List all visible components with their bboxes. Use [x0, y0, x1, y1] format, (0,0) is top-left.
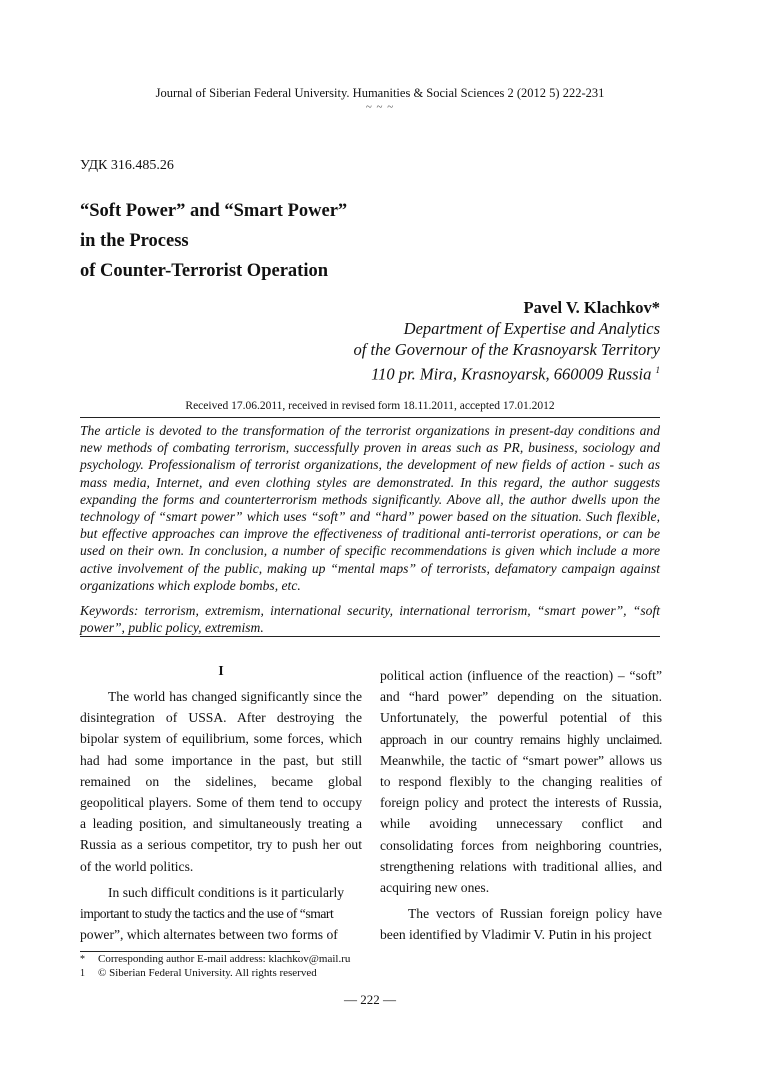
- journal-header: Journal of Siberian Federal University. Humanities & Social Sciences 2 (2012 5) 222-231: [155, 86, 605, 100]
- paragraph-3-part-1: political action (influence of the reaction) – “soft” and “hard power” depending on the situation. Unfortunately, the powerful potential of this: [380, 668, 662, 726]
- footnote-rule: [80, 951, 300, 952]
- footnote-text-1: Corresponding author E-mail address: klachkov@mail.ru: [98, 953, 351, 965]
- paragraph-4: The vectors of Russian foreign policy have been identified by Vladimir V. Putin in his project: [380, 906, 662, 943]
- affiliation-line-3: [354, 360, 660, 385]
- keywords: Keywords: terrorism, extremism, international security, international terrorism, “smart power”, “soft power”, public policy, extremism.: [80, 603, 660, 636]
- paragraph-2-line-3: power”, which alternates between two forms of: [80, 927, 338, 943]
- paragraph-2: [80, 882, 362, 946]
- abstract-text: The article is devoted to the transformation of the terrorist organizations in present-day conditions and new methods of combating terrorism, successfully proven in areas such as PR, business, sociology and psychology. Professionalism of terrorist organizations, the development of new fields of action - such as mass media, Internet, and even clothing styles are demonstrated. In this regard, the author suggests expanding the forms and counterterrorism methods significantly. Above all, the author dwells upon the technology of “smart power” which uses “soft” and “hard” power based on the situation. Such flexible, but effective approaches can improve the effectiveness of traditional anti-terrorist operations, or can be used on their own. In conclusion, a number of specific recommendations is given which include a more active involvement of the public, making up “mental maps” of terrorists, defamatory campaign against organizations which explode bombs, etc.: [80, 423, 660, 593]
- affiliation-footnote-mark: 1: [655, 365, 660, 375]
- paragraph-1: The world has changed significantly since the disintegration of USSA. After destroying the bipolar system of equilibrium, some forces, which had had some importance in the past, but still remained on the sidelines, became global geopolitical players. Some of them tend to occupy a leading position, and simultaneously treating a Russia as a serious competitor, try to push her out of the world politics.: [80, 689, 362, 874]
- title-line-2: in the Process: [80, 231, 189, 251]
- abstract-bottom-rule: [80, 636, 660, 637]
- footnote-text-2: © Siberian Federal University. All rights reserved: [98, 966, 317, 979]
- article-title: [80, 196, 347, 286]
- header-separator: ~ ~ ~: [365, 101, 395, 113]
- paragraph-2-line-2: important to study the tactics and the use of “smart: [80, 906, 334, 922]
- body-column-right: [380, 665, 662, 946]
- body-column-left: [80, 686, 362, 945]
- footnote-corresponding: [80, 953, 350, 967]
- paragraph-3-part-2: approach in our country remains highly unclaimed.: [380, 731, 662, 747]
- affiliation-line-2: of the Governour of the Krasnoyarsk Territory: [353, 340, 660, 359]
- abstract-top-rule: [80, 417, 660, 418]
- title-line-1: “Soft Power” and “Smart Power”: [80, 201, 348, 221]
- received-dates: Received 17.06.2011, received in revised form 18.11.2011, accepted 17.01.2012: [185, 400, 555, 412]
- author-name: Pavel V. Klachkov*: [523, 298, 660, 317]
- page-number: — 222 —: [344, 992, 396, 1007]
- udk-code: УДК 316.485.26: [80, 158, 174, 173]
- paragraph-3-part-3: Meanwhile, the tactic of “smart power” allows us to respond flexibly to the changing realities of foreign policy and protect the interests of Russia, while avoiding unnecessary conflict and consolidating forces from neighboring countries, strengthening relations with traditional allies, and acquiring new ones.: [380, 752, 662, 896]
- footnote-mark-asterisk: *: [80, 954, 85, 965]
- affiliation-line-1: Department of Expertise and Analytics: [403, 319, 660, 338]
- footnote-mark-1: 1: [80, 967, 85, 979]
- footnotes: [80, 953, 350, 980]
- abstract: [80, 422, 660, 636]
- title-line-3: of Counter-Terrorist Operation: [80, 261, 328, 281]
- footnote-copyright: [80, 967, 350, 981]
- section-heading: I: [218, 663, 224, 678]
- paragraph-2-line-1: In such difficult conditions is it particularly: [108, 884, 345, 900]
- affiliation-address: 110 pr. Mira, Krasnoyarsk, 660009 Russia: [371, 364, 652, 384]
- paragraph-3: [380, 665, 662, 898]
- author-block: [354, 297, 660, 385]
